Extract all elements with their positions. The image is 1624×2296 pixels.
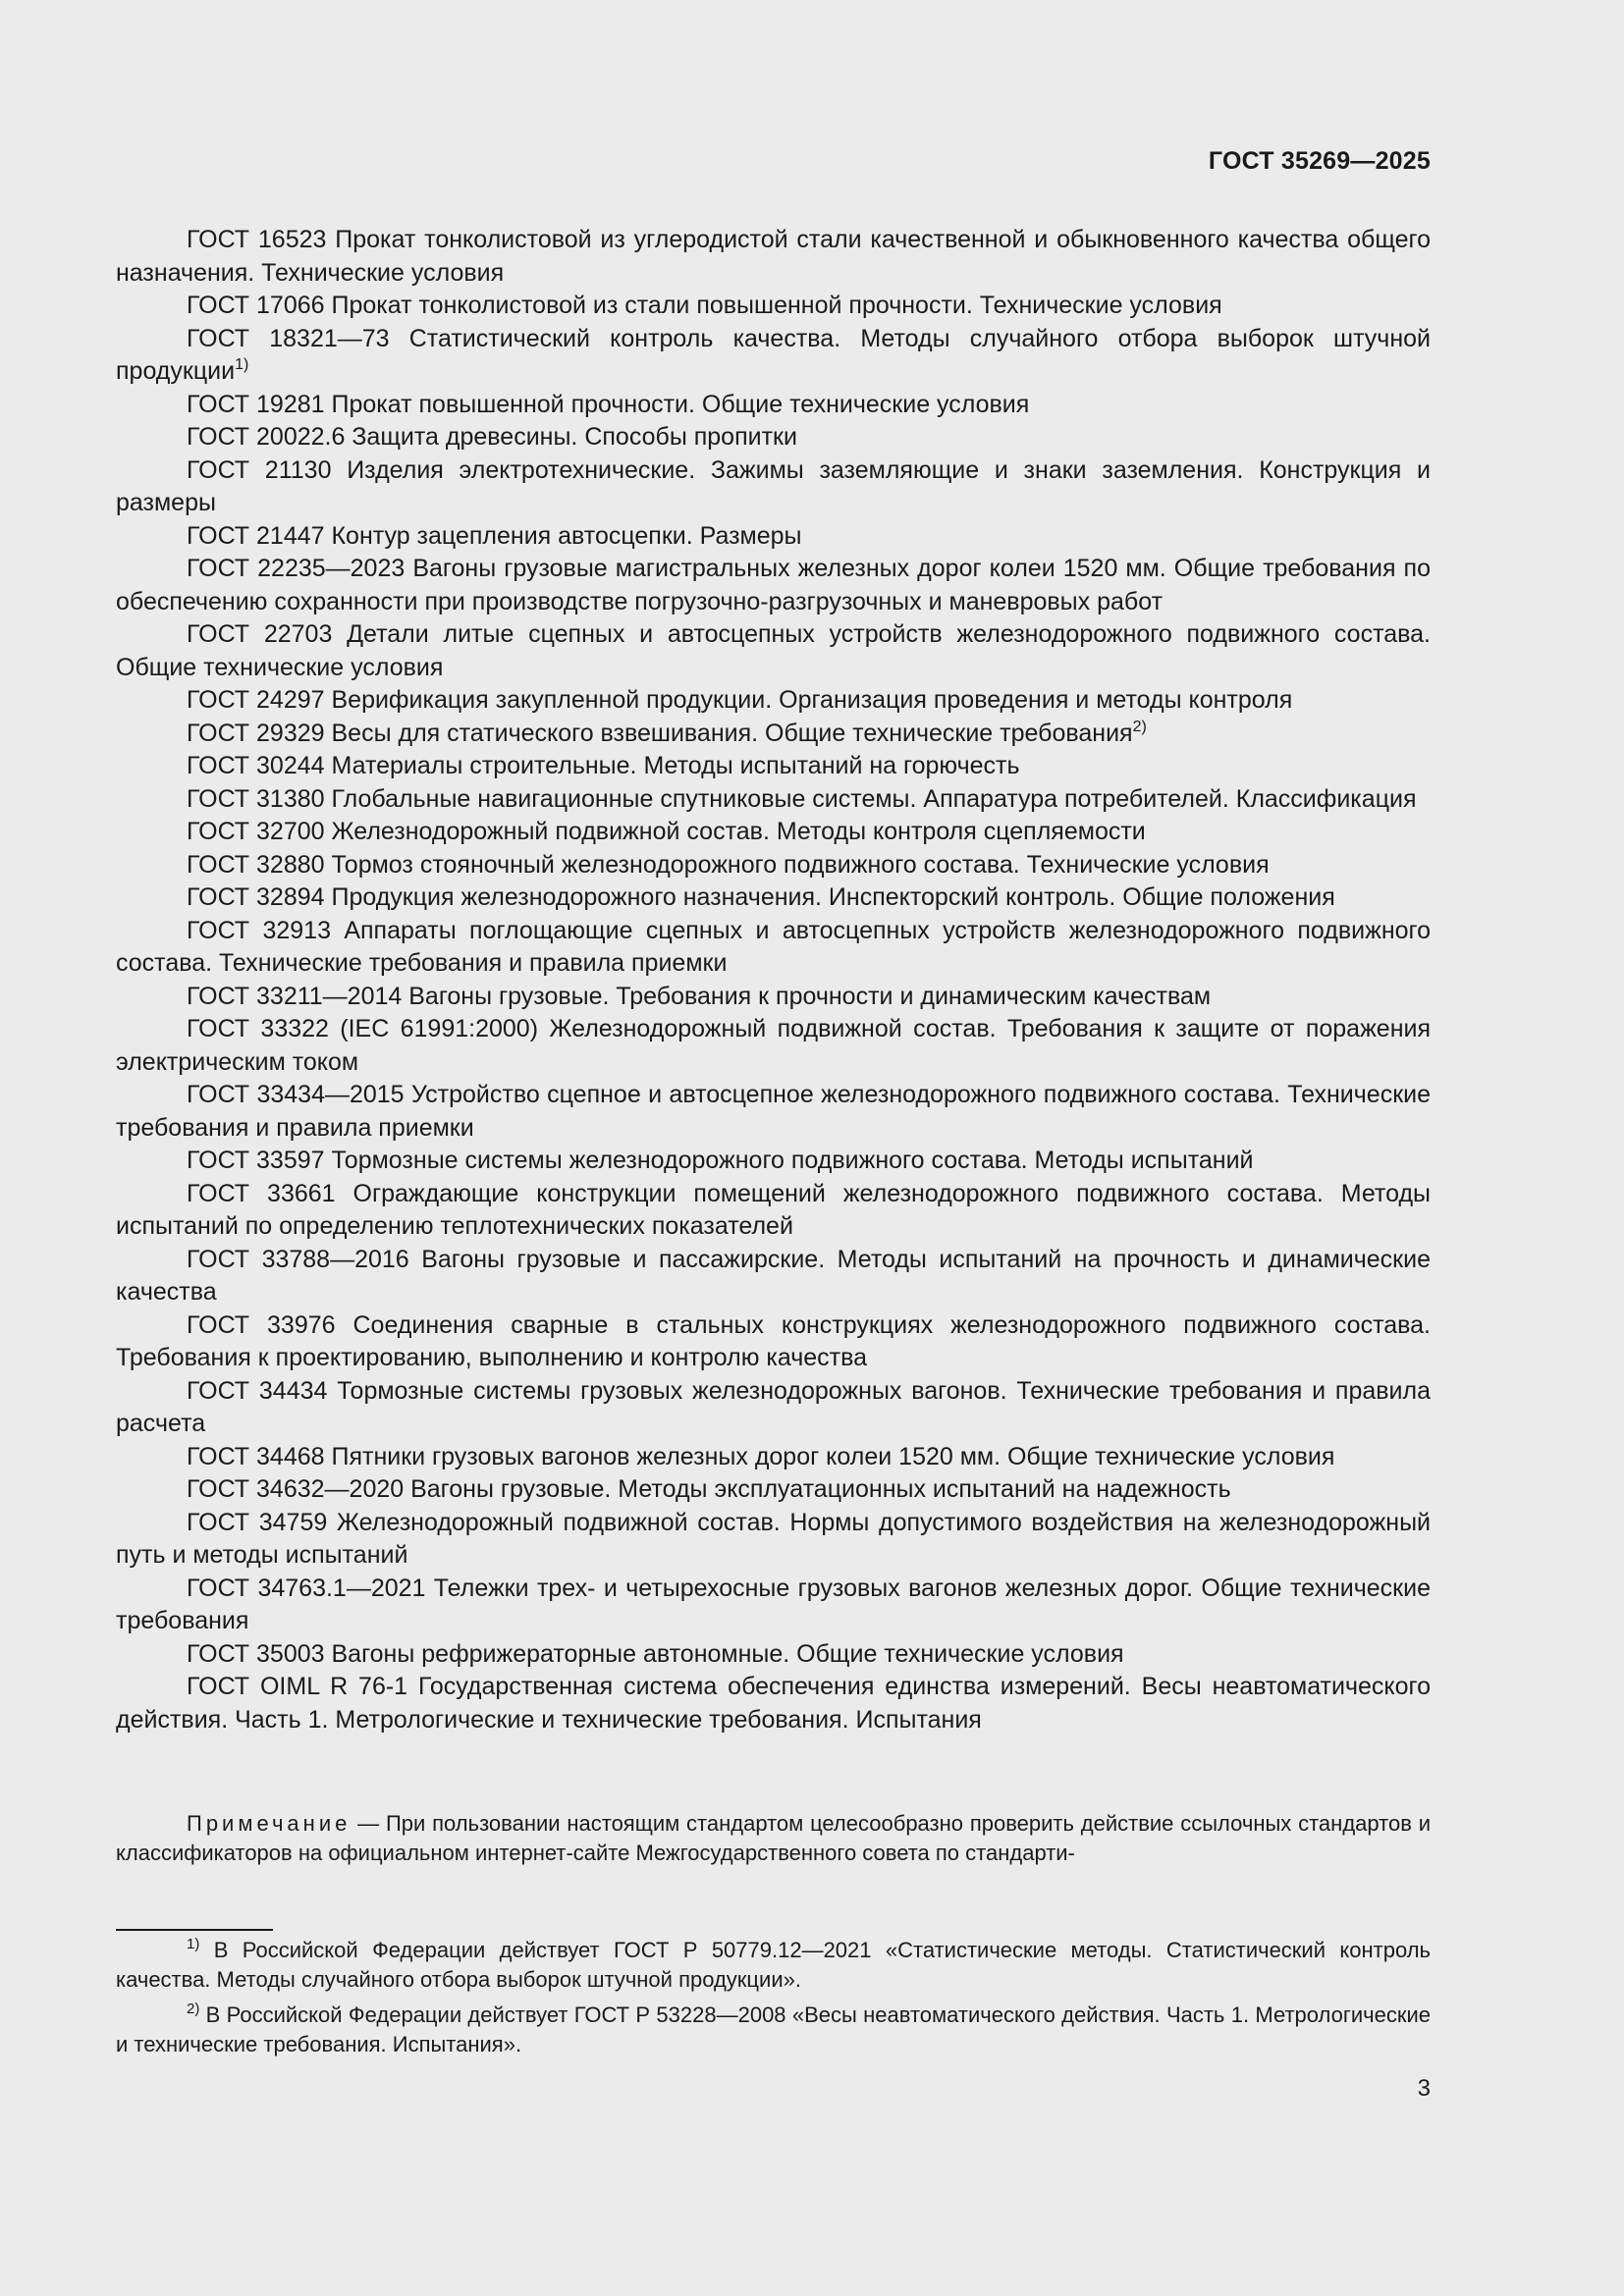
reference-text: ГОСТ 32880 Тормоз стояночный железнодорожного подвижного состава. Технические условия <box>187 850 1270 879</box>
reference-text: ГОСТ 33434—2015 Устройство сцепное и автосцепное железнодорожного подвижного состава. Технические требования и правила приемки <box>116 1081 1431 1142</box>
reference-text: ГОСТ 20022.6 Защита древесины. Способы пропитки <box>187 423 797 451</box>
reference-item <box>116 618 1431 684</box>
footnote-text: В Российской Федерации действует ГОСТ Р 50779.12—2021 «Статистические методы. Статистический контроль качества. Методы случайного отбора выборок штучной продукции». <box>116 1938 1431 1992</box>
reference-item <box>116 1375 1431 1441</box>
reference-item <box>116 520 1431 554</box>
reference-item <box>116 389 1431 422</box>
reference-text: ГОСТ 34434 Тормозные системы грузовых железнодорожных вагонов. Технические требования и правила расчета <box>116 1376 1431 1437</box>
reference-text: ГОСТ 31380 Глобальные навигационные спутниковые системы. Аппаратура потребителей. Классификация <box>187 784 1417 813</box>
note-paragraph <box>116 1809 1431 1868</box>
footnote-text: В Российской Федерации действует ГОСТ Р 53228—2008 «Весы неавтоматического действия. Часть 1. Метрологические и технические требования. Испытания». <box>116 2002 1431 2056</box>
reference-item <box>116 1507 1431 1573</box>
footnotes <box>116 1936 1431 2065</box>
footnote <box>116 1936 1431 1995</box>
reference-item <box>116 1441 1431 1474</box>
footnote <box>116 2001 1431 2059</box>
reference-item <box>116 1638 1431 1672</box>
reference-text: ГОСТ 33976 Соединения сварные в стальных конструкциях железнодорожного подвижного состава. Требования к проектированию, выполнению и контролю качества <box>116 1310 1431 1371</box>
reference-text: ГОСТ 33597 Тормозные системы железнодорожного подвижного состава. Методы испытаний <box>187 1147 1254 1174</box>
footnote-reference: 1) <box>235 356 249 373</box>
reference-text: ГОСТ 18321—73 Статистический контроль качества. Методы случайного отбора выборок штучной продукции <box>116 324 1431 385</box>
reference-item <box>116 1145 1431 1178</box>
reference-text: ГОСТ 33661 Ограждающие конструкции помещений железнодорожного подвижного состава. Методы испытаний по определению теплотехнических показателей <box>116 1179 1431 1240</box>
reference-text: ГОСТ 33322 (IEC 61991:2000) Железнодорожный подвижной состав. Требования к защите от поражения электрическим током <box>116 1015 1431 1076</box>
footnote-separator <box>116 1929 273 1931</box>
reference-item <box>116 553 1431 618</box>
reference-item <box>116 915 1431 981</box>
reference-item <box>116 881 1431 915</box>
reference-text: ГОСТ 17066 Прокат тонколистовой из стали повышенной прочности. Технические условия <box>187 292 1222 319</box>
reference-item <box>116 1473 1431 1507</box>
reference-text: ГОСТ 34763.1—2021 Тележки трех- и четырехосные грузовых вагонов железных дорог. Общие технические требования <box>116 1574 1431 1634</box>
reference-item <box>116 849 1431 882</box>
reference-item <box>116 1178 1431 1244</box>
reference-text: ГОСТ 34759 Железнодорожный подвижной состав. Нормы допустимого воздействия на железнодорожный путь и методы испытаний <box>116 1508 1431 1569</box>
reference-item <box>116 290 1431 323</box>
reference-text: ГОСТ 32894 Продукция железнодорожного назначения. Инспекторский контроль. Общие положения <box>187 883 1335 911</box>
reference-item <box>116 816 1431 849</box>
reference-item <box>116 718 1431 751</box>
page-number: 3 <box>1417 2075 1431 2102</box>
reference-text: ГОСТ 33788—2016 Вагоны грузовые и пассажирские. Методы испытаний на прочность и динамические качества <box>116 1245 1431 1306</box>
note-text: — При пользовании настоящим стандартом целесообразно проверить действие ссылочных стандартов и классификаторов на официальном интернет-сайте Межгосударственного совета по стандарти- <box>116 1811 1431 1865</box>
reference-item <box>116 323 1431 389</box>
reference-item <box>116 421 1431 454</box>
reference-item <box>116 454 1431 520</box>
reference-text: ГОСТ 22703 Детали литые сцепных и автосцепных устройств железнодорожного подвижного состава. Общие технические условия <box>116 620 1431 681</box>
reference-item <box>116 783 1431 817</box>
reference-text: ГОСТ 19281 Прокат повышенной прочности. Общие технические условия <box>187 390 1030 418</box>
reference-text: ГОСТ 35003 Вагоны рефрижераторные автономные. Общие технические условия <box>187 1639 1124 1668</box>
reference-text: ГОСТ 34468 Пятники грузовых вагонов железных дорог колеи 1520 мм. Общие технические условия <box>187 1442 1335 1470</box>
reference-text: ГОСТ 34632—2020 Вагоны грузовые. Методы эксплуатационных испытаний на надежность <box>187 1475 1231 1503</box>
reference-item <box>116 981 1431 1014</box>
reference-item <box>116 1013 1431 1079</box>
reference-text: ГОСТ 30244 Материалы строительные. Методы испытаний на горючесть <box>187 752 1020 779</box>
reference-text: ГОСТ OIML R 76-1 Государственная система обеспечения единства измерений. Весы неавтоматического действия. Часть 1. Метрологические и технические требования. Испытания <box>116 1673 1431 1734</box>
reference-text: ГОСТ 16523 Прокат тонколистовой из углеродистой стали качественной и обыкновенного качества общего назначения. Технические условия <box>116 226 1431 287</box>
reference-text: ГОСТ 32913 Аппараты поглощающие сцепных и автосцепных устройств железнодорожного подвижного состава. Технические требования и правила приемки <box>116 916 1431 977</box>
reference-item <box>116 1079 1431 1145</box>
reference-text: ГОСТ 32700 Железнодорожный подвижной состав. Методы контроля сцепляемости <box>187 818 1146 845</box>
note-label: Примечание <box>187 1811 352 1836</box>
reference-item <box>116 1573 1431 1638</box>
normative-references-list <box>116 224 1431 1736</box>
reference-text: ГОСТ 24297 Верификация закупленной продукции. Организация проведения и методы контроля <box>187 686 1293 714</box>
reference-item <box>116 750 1431 783</box>
reference-text: ГОСТ 21447 Контур зацепления автосцепки. Размеры <box>187 521 802 550</box>
footnote-marker: 1) <box>187 1936 200 1952</box>
footnote-marker: 2) <box>187 2001 200 2017</box>
reference-item <box>116 1244 1431 1309</box>
reference-text: ГОСТ 33211—2014 Вагоны грузовые. Требования к прочности и динамическим качествам <box>187 982 1212 1010</box>
footnote-reference: 2) <box>1132 718 1147 735</box>
reference-item <box>116 1671 1431 1736</box>
reference-text: ГОСТ 21130 Изделия электротехнические. Зажимы заземляющие и знаки заземления. Конструкция и размеры <box>116 455 1431 516</box>
reference-text: ГОСТ 22235—2023 Вагоны грузовые магистральных железных дорог колеи 1520 мм. Общие требования по обеспечению сохранности при производстве погрузочно-разгрузочных и маневровых работ <box>116 555 1431 615</box>
document-number: ГОСТ 35269—2025 <box>1208 147 1431 175</box>
reference-text: ГОСТ 29329 Весы для статического взвешивания. Общие технические требования <box>187 719 1133 747</box>
reference-item <box>116 684 1431 718</box>
reference-item <box>116 224 1431 290</box>
reference-item <box>116 1309 1431 1375</box>
